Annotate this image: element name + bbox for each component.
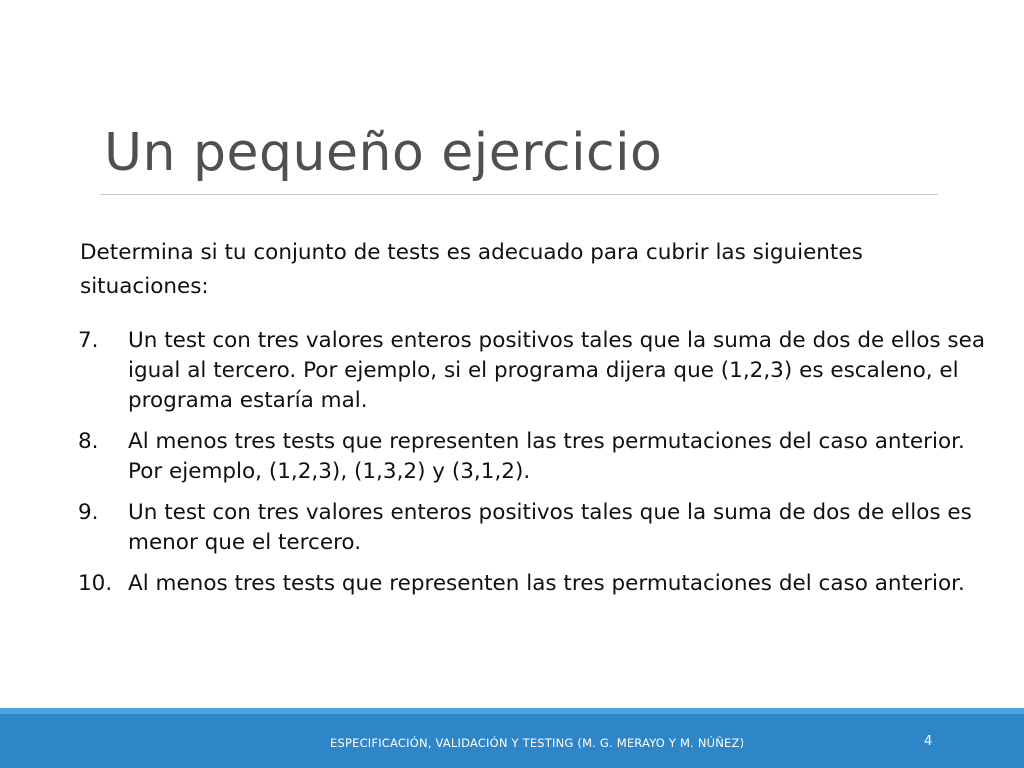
page-number: 4 xyxy=(924,734,933,749)
list-item-text: Al menos tres tests que representen las tres permutaciones del caso anterior. xyxy=(128,571,965,596)
list-item-number: 7. xyxy=(78,328,99,353)
title-divider xyxy=(100,194,938,195)
numbered-list xyxy=(78,326,998,610)
list-item-text: Un test con tres valores enteros positivos tales que la suma de dos de ellos sea igual al tercero. Por ejemplo, si el programa dijera que (1,2,3) es escaleno, el programa estaría mal. xyxy=(128,328,985,413)
list-item xyxy=(78,498,998,558)
intro-text: Determina si tu conjunto de tests es adecuado para cubrir las siguientes situaciones: xyxy=(80,240,863,299)
list-item-number: 8. xyxy=(78,429,99,454)
list-item-number: 9. xyxy=(78,500,99,525)
list-item xyxy=(78,569,998,599)
list-item xyxy=(78,427,998,487)
footer-text: ESPECIFICACIÓN, VALIDACIÓN Y TESTING (M. G. MERAYO Y M. NÚÑEZ) xyxy=(330,736,745,750)
list-item-text: Un test con tres valores enteros positivos tales que la suma de dos de ellos es menor que el tercero. xyxy=(128,500,972,555)
list-item-text: Al menos tres tests que representen las tres permutaciones del caso anterior. Por ejemplo, (1,2,3), (1,3,2) y (3,1,2). xyxy=(128,429,965,484)
footer-bar-accent xyxy=(0,708,1024,714)
list-item xyxy=(78,326,998,416)
list-item-number: 10. xyxy=(78,571,113,596)
slide-title: Un pequeño ejercicio xyxy=(104,123,663,183)
